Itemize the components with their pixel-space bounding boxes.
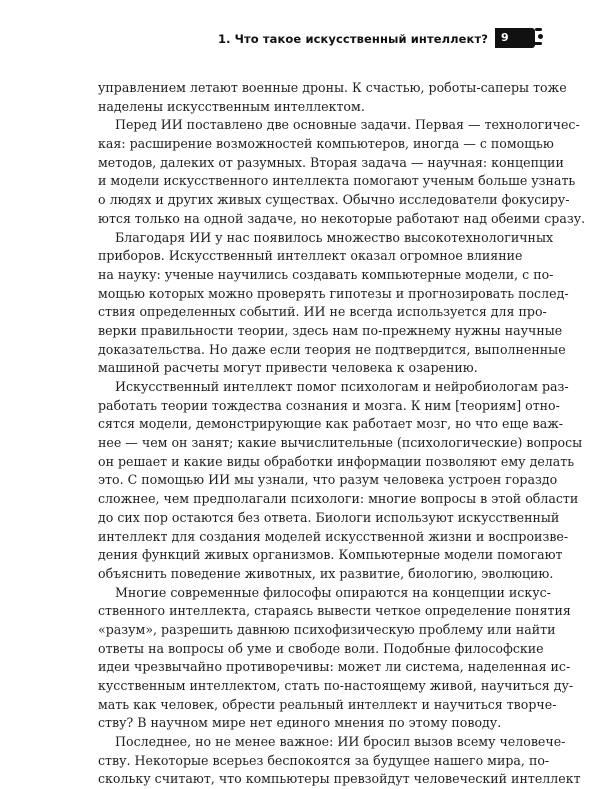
- text-line: сложнее, чем предполагали психологи: многие вопросы в этой области: [98, 491, 579, 507]
- page-number: 9: [501, 31, 509, 44]
- text-line: верки правильности теории, здесь нам по-прежнему нужны научные: [98, 322, 563, 338]
- text-line: дения функций живых организмов. Компьютерные модели помогают: [98, 547, 563, 563]
- text-line: кая: расширение возможностей компьютеров, иногда — с помощью: [98, 136, 554, 152]
- text-line: ствия определенных событий. ИИ не всегда используется для про-: [98, 304, 547, 320]
- text-line: управлением летают военные дроны. К счастью, роботы-саперы тоже: [98, 80, 567, 95]
- text-line: работать теории тождества сознания и мозга. К ним [теориям] отно-: [98, 397, 560, 413]
- text-line: о людях и других живых существах. Обычно исследователи фокусиру-: [98, 192, 570, 208]
- text-line: ются только на одной задаче, но некоторые работают над обеими сразу.: [98, 210, 586, 226]
- text-line: Искусственный интеллект помог психологам и нейробиологам раз-: [115, 379, 569, 394]
- text-line: мощью которых можно проверять гипотезы и прогнозировать послед-: [98, 285, 569, 301]
- text-line: на науку: ученые научились создавать компьютерные модели, с по-: [98, 266, 554, 282]
- running-header: [0, 0, 600, 70]
- chapter-title: 1. Что такое искусственный интеллект?: [217, 32, 488, 46]
- text-line: идеи чрезвычайно противоречивы: может ли система, наделенная ис-: [98, 659, 571, 675]
- text-line: машиной расчеты могут привести человека к озарению.: [98, 360, 478, 376]
- text-line: нее — чем он занят; какие вычислительные (психологические) вопросы: [98, 435, 583, 451]
- text-line: приборов. Искусственный интеллект оказал огромное влияние: [98, 248, 523, 264]
- text-line: кусственным интеллектом, стать по-настоящему живой, научиться ду-: [98, 678, 574, 693]
- text-line: скольку считают, что компьютеры превзойдут человеческий интеллект: [98, 771, 581, 787]
- text-line: и модели искусственного интеллекта помогают ученым больше узнать: [98, 173, 576, 189]
- text-line: интеллект для создания моделей искусственной жизни и воспроизве-: [98, 528, 569, 544]
- text-line: ству. Некоторые всерьез беспокоятся за будущее нашего мира, по-: [98, 752, 550, 768]
- text-line: доказательства. Но даже если теория не подтвердится, выполненные: [98, 341, 566, 357]
- page-body-text: [98, 79, 586, 789]
- text-line: ответы на вопросы об уме и свободе воли. Подобные философские: [98, 640, 544, 656]
- text-line: до сих пор остаются без ответа. Биологи используют искусственный: [98, 509, 560, 525]
- text-line: он решает и какие виды обработки информации позволяют ему делать: [98, 453, 575, 469]
- text-line: Многие современные философы опираются на концепции искус-: [115, 584, 551, 600]
- text-line: «разум», разрешить давнюю психофизическую проблему или найти: [98, 621, 556, 637]
- text-line: Благодаря ИИ у нас появилось множество высокотехнологичных: [115, 229, 554, 245]
- text-line: ственного интеллекта, стараясь вывести четкое определение понятия: [98, 603, 571, 619]
- text-line: это. С помощью ИИ мы узнали, что разум человека устроен гораздо: [98, 472, 558, 488]
- page-tab-ornament-icon: [524, 28, 542, 48]
- text-line: Перед ИИ поставлено две основные задачи. Первая — технологичес-: [115, 117, 580, 133]
- text-line: мать как человек, обрести реальный интеллект и научиться творче-: [98, 696, 557, 712]
- text-line: объяснить поведение животных, их развитие, биологию, эволюцию.: [98, 565, 554, 581]
- text-line: Последнее, но не менее важное: ИИ бросил вызов всему человече-: [115, 734, 566, 750]
- text-line: методов, далеких от разумных. Вторая задача — научная: концепции: [98, 154, 564, 170]
- text-line: сятся модели, демонстрирующие как работает мозг, но что еще важ-: [98, 416, 564, 432]
- text-line: наделены искусственным интеллектом.: [98, 98, 365, 114]
- text-line: ству? В научном мире нет единого мнения по этому поводу.: [98, 715, 502, 731]
